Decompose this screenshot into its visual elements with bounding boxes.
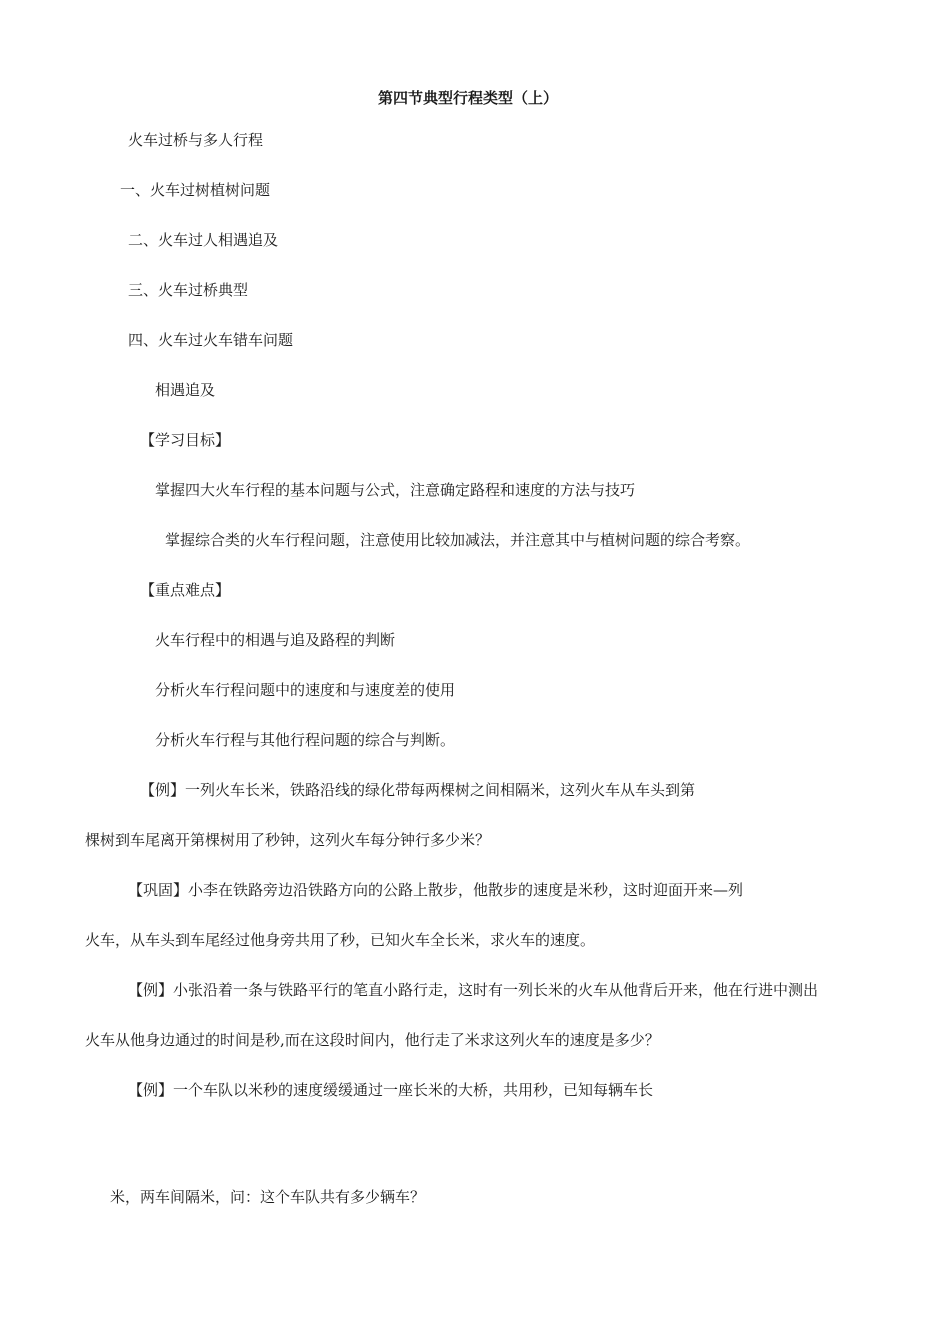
problem-1-line-1: 【例】一列火车长米，铁路沿线的绿化带每两棵树之间相隔米，这列火车从车头到第 <box>140 781 696 799</box>
problem-2-line-1: 【巩固】小李在铁路旁边沿铁路方向的公路上散步，他散步的速度是米秒，这时迎面开来—列 <box>128 881 744 899</box>
section-subtitle: 火车过桥与多人行程 <box>128 131 264 149</box>
outline-item-4: 四、火车过火车错车问题 <box>128 331 294 349</box>
outline-item-3: 三、火车过桥典型 <box>128 281 249 299</box>
key-points-heading: 【重点难点】 <box>140 581 231 599</box>
outline-item-2: 二、火车过人相遇追及 <box>128 231 279 249</box>
problem-4-line-1: 【例】一个车队以米秒的速度缓缓通过一座长米的大桥，共用秒，已知每辆车长 <box>128 1081 654 1099</box>
key-point-item-1: 火车行程中的相遇与追及路程的判断 <box>155 631 396 649</box>
problem-1-line-2: 棵树到车尾离开第棵树用了秒钟，这列火车每分钟行多少米？ <box>85 831 491 849</box>
problem-2-line-2: 火车，从车头到车尾经过他身旁共用了秒，已知火车全长米，求火车的速度。 <box>85 931 596 949</box>
goals-heading: 【学习目标】 <box>140 431 231 449</box>
problem-3-line-2: 火车从他身边通过的时间是秒,而在这段时间内，他行走了米求这列火车的速度是多少？ <box>85 1031 660 1049</box>
key-point-item-2: 分析火车行程问题中的速度和与速度差的使用 <box>155 681 456 699</box>
page-title: 第四节典型行程类型（上） <box>378 89 559 107</box>
outline-item-1: 一、火车过树植树问题 <box>120 181 271 199</box>
problem-4-line-2: 米，两车间隔米，问：这个车队共有多少辆车？ <box>110 1188 426 1206</box>
goal-item-1: 掌握四大火车行程的基本问题与公式，注意确定路程和速度的方法与技巧 <box>155 481 636 499</box>
problem-3-line-1: 【例】小张沿着一条与铁路平行的笔直小路行走，这时有一列长米的火车从他背后开来，他在行进中测出 <box>128 981 819 999</box>
key-point-item-3: 分析火车行程与其他行程问题的综合与判断。 <box>155 731 456 749</box>
goal-item-2: 掌握综合类的火车行程问题，注意使用比较加减法，并注意其中与植树问题的综合考察。 <box>165 531 751 549</box>
outline-item-5: 相遇追及 <box>155 381 216 399</box>
